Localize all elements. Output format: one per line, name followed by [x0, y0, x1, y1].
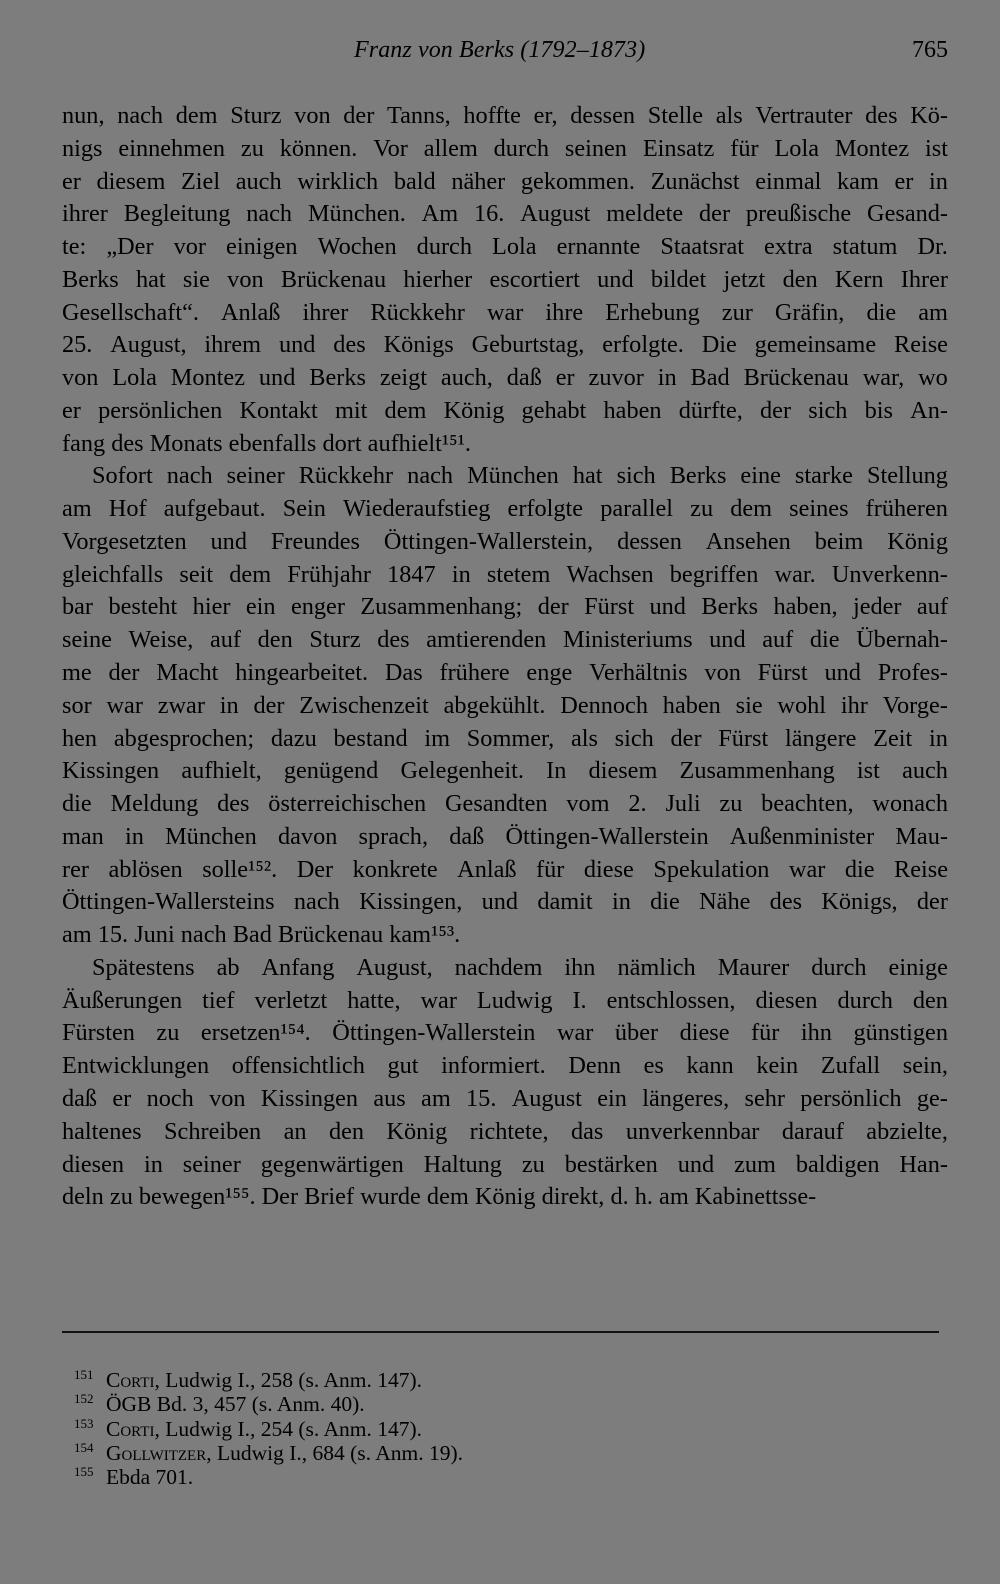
text-line: von Lola Montez und Berks zeigt auch, daß er zuvor in Bad Brückenau war, wo	[62, 364, 948, 392]
text-line: deln zu bewegen¹⁵⁵. Der Brief wurde dem König direkt, d. h. am Kabinettsse-	[62, 1183, 817, 1211]
text-line: man in München davon sprach, daß Öttingen-Wallerstein Außenminister Mau-	[62, 822, 948, 850]
footnote-text: , Ludwig I., 684 (s. Anm. 19).	[206, 1440, 464, 1465]
text-line: hen abgesprochen; dazu bestand im Sommer, als sich der Fürst längere Zeit in	[62, 724, 948, 752]
text-line: nun, nach dem Sturz von der Tanns, hoffte er, dessen Stelle als Vertrauter des Kö-	[62, 102, 948, 129]
text-line: Sofort nach seiner Rückkehr nach München hat sich Berks eine starke Stellung	[92, 462, 948, 490]
text-line: Gesellschaft“. Anlaß ihrer Rückkehr war ihre Erhebung zur Gräfin, die am	[62, 298, 948, 326]
text-line: nigs einnehmen zu können. Vor allem durch seinen Einsatz für Lola Montez ist	[62, 134, 948, 162]
text-line: die Meldung des österreichischen Gesandten vom 2. Juli zu beachten, wonach	[62, 790, 948, 818]
footnote-text: , Ludwig I., 254 (s. Anm. 147).	[154, 1416, 422, 1441]
text-line: Öttingen-Wallersteins nach Kissingen, und damit in die Nähe des Königs, der	[62, 888, 948, 916]
footnote-divider	[62, 1331, 939, 1333]
text-line: Fürsten zu ersetzen¹⁵⁴. Öttingen-Wallerstein war über diese für ihn günstigen	[62, 1019, 948, 1047]
footnote-author: Corti	[106, 1416, 155, 1441]
text-line: Äußerungen tief verletzt hatte, war Ludwig I. entschlossen, diesen durch den	[62, 986, 948, 1014]
text-line: te: „Der vor einigen Wochen durch Lola ernannte Staatsrat extra statum Dr.	[62, 233, 948, 261]
text-line: sor war zwar in der Zwischenzeit abgekühlt. Dennoch haben sie wohl ihr Vorge-	[62, 691, 948, 719]
footnote	[74, 1417, 874, 1441]
text-line: er diesem Ziel auch wirklich bald näher gekommen. Zunächst einmal kam er in	[62, 167, 948, 195]
text-line: seine Weise, auf den Sturz des amtierenden Ministeriums und auf die Übernah-	[62, 626, 948, 654]
text-line: 25. August, ihrem und des Königs Geburtstag, erfolgte. Die gemeinsame Reise	[62, 331, 948, 359]
text-line: bar besteht hier ein enger Zusammenhang; der Fürst und Berks haben, jeder auf	[62, 593, 948, 621]
text-line: am Hof aufgebaut. Sein Wiederaufstieg erfolgte parallel zu dem seines früheren	[62, 495, 948, 523]
footnote-author: Corti	[106, 1368, 155, 1392]
body-text	[62, 100, 948, 1214]
paragraph	[62, 460, 948, 951]
text-line: fang des Monats ebenfalls dort aufhielt¹⁵¹.	[62, 429, 471, 457]
paragraph	[62, 100, 948, 460]
page-number: 765	[912, 37, 948, 63]
footnote	[74, 1465, 874, 1489]
paragraph	[62, 952, 948, 1214]
header-title: Franz von Berks (1792–1873)	[354, 37, 646, 63]
text-line: daß er noch von Kissingen aus am 15. August ein längeres, sehr persönlich ge-	[62, 1084, 948, 1112]
text-line: ihrer Begleitung nach München. Am 16. August meldete der preußische Gesand-	[62, 200, 948, 228]
footnote-number: 155	[74, 1464, 94, 1479]
footnote-number: 153	[74, 1415, 94, 1431]
text-line: Vorgesetzten und Freundes Öttingen-Wallerstein, dessen Ansehen beim König	[62, 527, 948, 555]
text-line: Spätestens ab Anfang August, nachdem ihn nämlich Maurer durch einige	[92, 953, 948, 981]
footnote	[74, 1392, 874, 1416]
footnote-author: Gollwitzer	[106, 1440, 207, 1465]
text-line: Kissingen aufhielt, genügend Gelegenheit. In diesem Zusammenhang ist auch	[62, 757, 948, 785]
footnote	[74, 1368, 874, 1392]
footnote-text: Ebda 701.	[106, 1465, 194, 1489]
text-line: gleichfalls seit dem Frühjahr 1847 in stetem Wachsen begriffen war. Unverkenn-	[62, 560, 948, 588]
footnote-number: 154	[74, 1439, 94, 1455]
footnotes	[74, 1368, 874, 1489]
footnote-text: , Ludwig I., 258 (s. Anm. 147).	[154, 1368, 422, 1392]
text-line: me der Macht hingearbeitet. Das frühere enge Verhältnis von Fürst und Profes-	[62, 659, 948, 687]
text-line: diesen in seiner gegenwärtigen Haltung zu bestärken und zum baldigen Han-	[62, 1150, 948, 1178]
text-line: Entwicklungen offensichtlich gut informiert. Denn es kann kein Zufall sein,	[62, 1052, 948, 1080]
text-line: Berks hat sie von Brückenau hierher escortiert und bildet jetzt den Kern Ihrer	[62, 265, 948, 293]
footnote-text: ÖGB Bd. 3, 457 (s. Anm. 40).	[106, 1392, 365, 1417]
text-line: er persönlichen Kontakt mit dem König gehabt haben dürfte, der sich bis An-	[62, 396, 948, 424]
running-header	[62, 30, 948, 70]
text-line: rer ablösen solle¹⁵². Der konkrete Anlaß für diese Spekulation war die Reise	[62, 855, 948, 883]
footnote-number: 152	[74, 1391, 94, 1407]
footnote	[74, 1441, 874, 1465]
text-line: am 15. Juni nach Bad Brückenau kam¹⁵³.	[62, 921, 461, 949]
footnote-number: 151	[74, 1367, 94, 1382]
text-line: haltenes Schreiben an den König richtete, das unverkennbar darauf abzielte,	[62, 1117, 948, 1145]
